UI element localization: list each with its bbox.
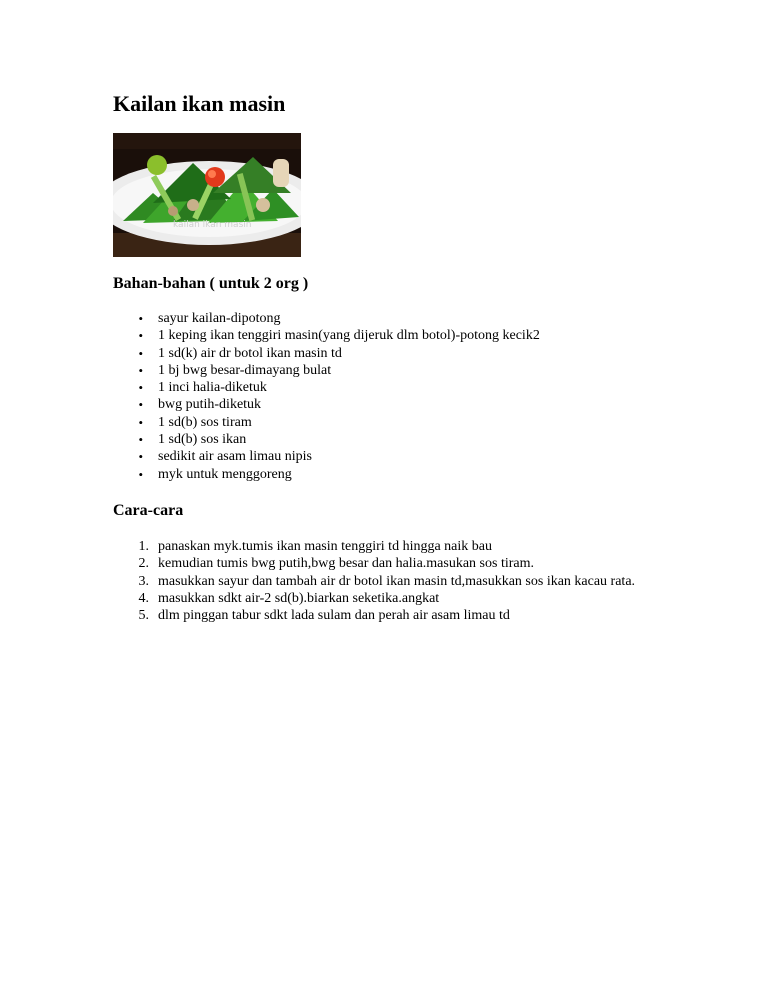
list-item: [113, 573, 653, 590]
step-text: dlm pinggan tabur sdkt lada sulam dan perah air asam limau td: [158, 608, 510, 624]
bullet-marker: •: [138, 311, 143, 326]
ingredient-text: 1 sd(b) sos ikan: [158, 432, 247, 448]
steps-heading: Cara-cara: [113, 502, 184, 519]
bullet-marker: •: [138, 449, 143, 465]
bullet-marker: •: [138, 432, 143, 448]
bullet-marker: •: [138, 345, 143, 361]
step-text: kemudian tumis bwg putih,bwg besar dan halia.masukan sos tiram.: [158, 556, 534, 572]
ingredient-text: 1 sd(k) air dr botol ikan masin td: [158, 345, 342, 361]
bullet-marker: •: [138, 328, 143, 344]
step-number: 3.: [138, 573, 149, 589]
step-text: masukkan sayur dan tambah air dr botol ikan masin td,masukkan sos ikan kacau rata.: [158, 573, 636, 589]
ingredient-text: 1 keping ikan tenggiri masin(yang dijeruk dlm botol)-potong kecik2: [158, 328, 540, 344]
step-number: 5.: [138, 608, 149, 624]
step-number: 2.: [138, 556, 149, 572]
ingredient-text: myk untuk menggoreng: [158, 466, 292, 482]
list-item: [113, 345, 653, 362]
ingredient-text: 1 inci halia-diketuk: [158, 380, 267, 396]
bullet-marker: •: [138, 397, 143, 413]
list-item: [113, 379, 653, 396]
dish-photo: [113, 133, 301, 257]
list-item: [113, 590, 653, 607]
bullet-marker: •: [138, 414, 143, 430]
page-title: Kailan ikan masin: [113, 91, 286, 116]
steps-list: [113, 538, 653, 624]
list-item: [113, 431, 653, 448]
bullet-marker: •: [138, 362, 143, 378]
step-number: 1.: [138, 539, 149, 554]
step-text: panaskan myk.tumis ikan masin tenggiri td hingga naik bau: [158, 539, 492, 554]
list-item: [113, 414, 653, 431]
list-item: [113, 607, 653, 624]
photo-watermark: kailan ikan masin: [173, 220, 252, 230]
step-number: 4.: [138, 590, 149, 606]
ingredients-heading: Bahan-bahan ( untuk 2 org ): [113, 275, 309, 292]
ingredient-text: 1 bj bwg besar-dimayang bulat: [158, 362, 332, 378]
bullet-marker: •: [138, 380, 143, 396]
step-text: masukkan sdkt air-2 sd(b).biarkan seketika.angkat: [158, 590, 440, 606]
list-item: [113, 310, 653, 327]
list-item: [113, 327, 653, 344]
list-item: [113, 538, 653, 555]
bullet-marker: •: [138, 466, 143, 482]
ingredients-list: [113, 310, 653, 483]
list-item: [113, 448, 653, 465]
list-item: [113, 555, 653, 572]
ingredient-text: sayur kailan-dipotong: [158, 311, 281, 326]
list-item: [113, 362, 653, 379]
ingredient-text: 1 sd(b) sos tiram: [158, 414, 252, 430]
ingredient-text: bwg putih-diketuk: [158, 397, 262, 413]
list-item: [113, 396, 653, 413]
list-item: [113, 466, 653, 483]
ingredient-text: sedikit air asam limau nipis: [158, 449, 312, 465]
